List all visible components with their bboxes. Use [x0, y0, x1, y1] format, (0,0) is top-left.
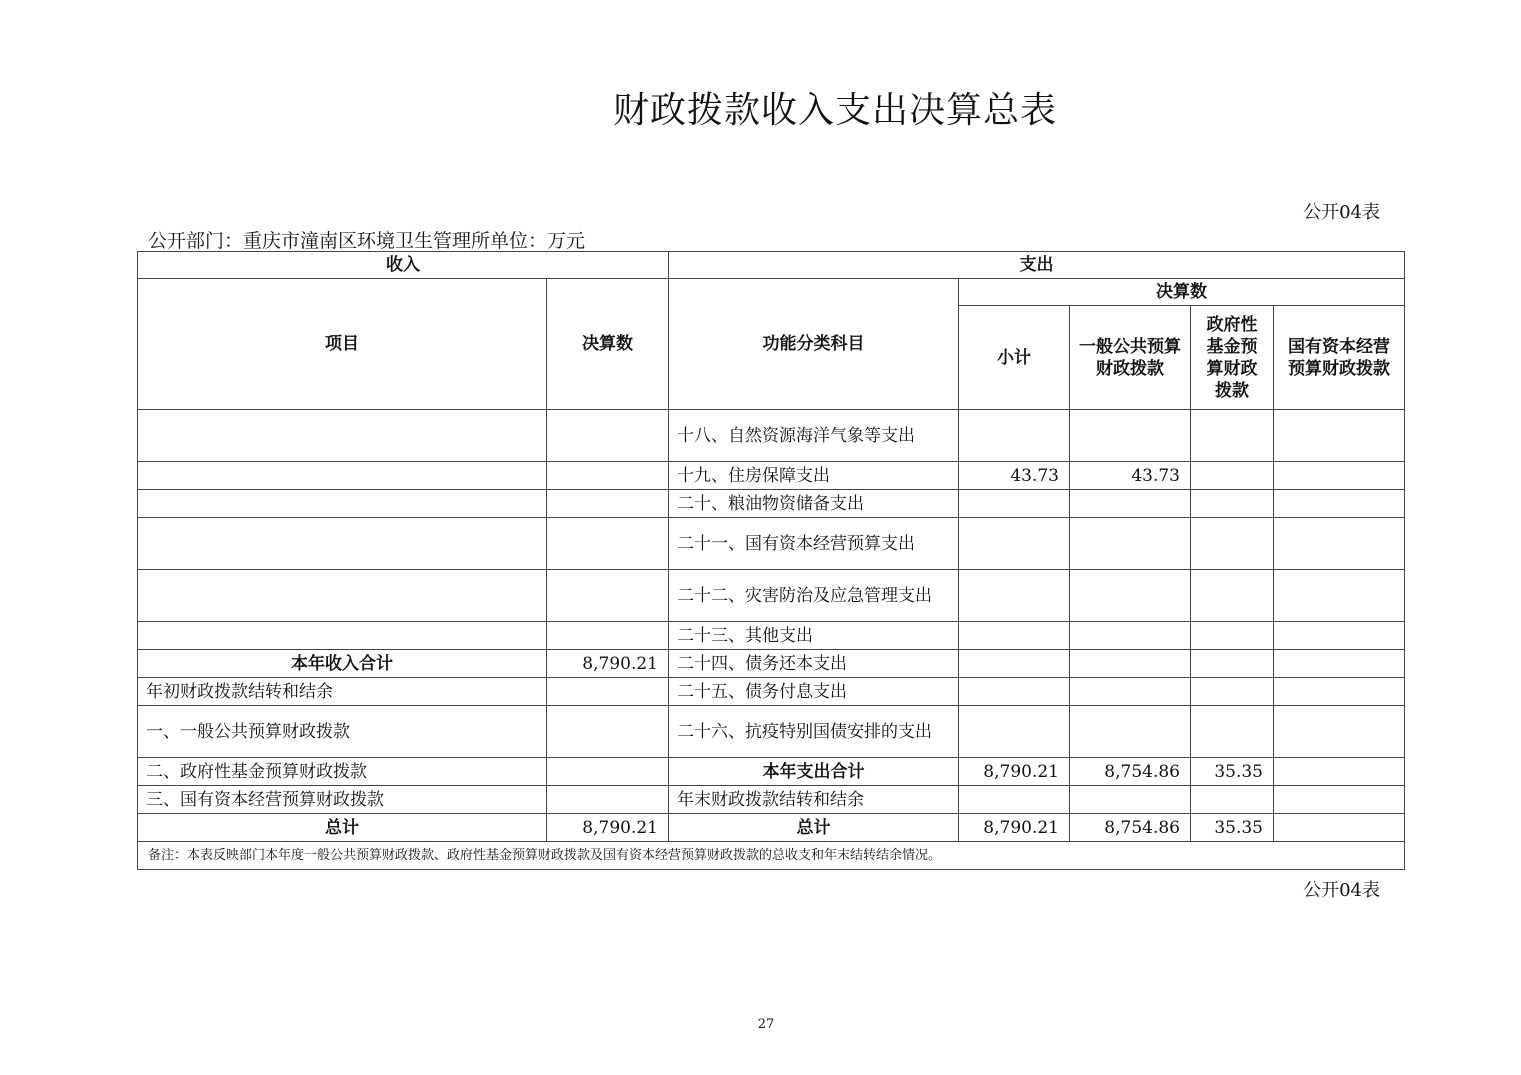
- income-header: 收入: [138, 252, 669, 279]
- subtotal-cell: 43.73: [959, 462, 1070, 490]
- table-row: [138, 490, 1405, 518]
- income-amount-cell: [547, 518, 669, 570]
- income-item-cell: 二、政府性基金预算财政拨款: [138, 758, 547, 786]
- fund-cell: [1191, 410, 1274, 462]
- state-capital-cell: [1274, 706, 1405, 758]
- expense-item-cell: 二十、粮油物资储备支出: [669, 490, 959, 518]
- income-item-cell: [138, 462, 547, 490]
- fund-cell: [1191, 462, 1274, 490]
- state-capital-header: 国有资本经营预算财政拨款: [1274, 306, 1405, 410]
- expense-item-cell: 二十四、债务还本支出: [669, 650, 959, 678]
- income-amount-cell: [547, 490, 669, 518]
- table-row: [138, 786, 1405, 814]
- income-item-cell: [138, 410, 547, 462]
- general-cell: [1070, 678, 1191, 706]
- income-item-cell: 一、一般公共预算财政拨款: [138, 706, 547, 758]
- state-capital-cell: [1274, 650, 1405, 678]
- general-cell: 8,754.86: [1070, 814, 1191, 842]
- final-amount-header: 决算数: [959, 279, 1405, 306]
- item-header: 项目: [138, 279, 547, 410]
- table-row: [138, 622, 1405, 650]
- form-code-top: 公开04表: [1303, 202, 1380, 223]
- expense-item-cell: 十八、自然资源海洋气象等支出: [669, 410, 959, 462]
- table-row: [138, 758, 1405, 786]
- income-item-cell: 三、国有资本经营预算财政拨款: [138, 786, 547, 814]
- fund-cell: [1191, 622, 1274, 650]
- general-cell: 8,754.86: [1070, 758, 1191, 786]
- fund-cell: [1191, 518, 1274, 570]
- income-amount-cell: [547, 570, 669, 622]
- income-amount-cell: 8,790.21: [547, 650, 669, 678]
- department-unit-line: 公开部门：重庆市潼南区环境卫生管理所单位：万元: [148, 230, 586, 252]
- expense-item-cell: 年末财政拨款结转和结余: [669, 786, 959, 814]
- page-title: 财政拨款收入支出决算总表: [612, 90, 1057, 131]
- general-cell: [1070, 410, 1191, 462]
- expense-header: 支出: [669, 252, 1405, 279]
- general-cell: [1070, 706, 1191, 758]
- subtotal-cell: [959, 490, 1070, 518]
- table-row: [138, 518, 1405, 570]
- state-capital-cell: [1274, 490, 1405, 518]
- fund-cell: [1191, 678, 1274, 706]
- income-item-cell: [138, 570, 547, 622]
- table-row: [138, 706, 1405, 758]
- table-row: [138, 814, 1405, 842]
- expense-item-cell: 二十六、抗疫特别国债安排的支出: [669, 706, 959, 758]
- income-item-cell: [138, 622, 547, 650]
- state-capital-cell: [1274, 410, 1405, 462]
- subtotal-cell: [959, 650, 1070, 678]
- fund-cell: [1191, 490, 1274, 518]
- fund-cell: [1191, 570, 1274, 622]
- income-amount-cell: [547, 706, 669, 758]
- subtotal-cell: [959, 410, 1070, 462]
- form-code-bottom: 公开04表: [1303, 880, 1380, 901]
- table-row: [138, 650, 1405, 678]
- income-amount-cell: [547, 622, 669, 650]
- income-amount-cell: [547, 410, 669, 462]
- income-amount-cell: [547, 786, 669, 814]
- income-item-cell: [138, 518, 547, 570]
- general-cell: [1070, 490, 1191, 518]
- general-cell: [1070, 786, 1191, 814]
- subtotal-cell: [959, 622, 1070, 650]
- income-amount-cell: [547, 462, 669, 490]
- subtotal-cell: 8,790.21: [959, 814, 1070, 842]
- page-number: 27: [757, 1017, 775, 1032]
- appropriation-summary-table: [137, 251, 1405, 870]
- expense-item-cell: 二十三、其他支出: [669, 622, 959, 650]
- subtotal-cell: [959, 570, 1070, 622]
- subtotal-header: 小计: [959, 306, 1070, 410]
- expense-item-cell: 二十五、债务付息支出: [669, 678, 959, 706]
- expense-item-cell: 二十二、灾害防治及应急管理支出: [669, 570, 959, 622]
- fund-cell: 35.35: [1191, 814, 1274, 842]
- income-amount-cell: [547, 678, 669, 706]
- general-budget-header: 一般公共预算财政拨款: [1070, 306, 1191, 410]
- subtotal-cell: [959, 786, 1070, 814]
- state-capital-cell: [1274, 622, 1405, 650]
- header-row-2: [138, 279, 1405, 306]
- state-capital-cell: [1274, 758, 1405, 786]
- header-row-1: [138, 252, 1405, 279]
- expense-item-cell: 十九、住房保障支出: [669, 462, 959, 490]
- table-row: [138, 678, 1405, 706]
- note-row: [138, 842, 1405, 870]
- subtotal-cell: [959, 518, 1070, 570]
- fund-cell: [1191, 706, 1274, 758]
- income-amount-cell: 8,790.21: [547, 814, 669, 842]
- amount-header: 决算数: [547, 279, 669, 410]
- subtotal-cell: 8,790.21: [959, 758, 1070, 786]
- state-capital-cell: [1274, 518, 1405, 570]
- table-row: [138, 462, 1405, 490]
- state-capital-cell: [1274, 814, 1405, 842]
- expense-item-cell: 总计: [669, 814, 959, 842]
- expense-item-cell: 本年支出合计: [669, 758, 959, 786]
- income-amount-cell: [547, 758, 669, 786]
- general-cell: [1070, 518, 1191, 570]
- state-capital-cell: [1274, 570, 1405, 622]
- income-item-cell: 总计: [138, 814, 547, 842]
- table-note: 备注：本表反映部门本年度一般公共预算财政拨款、政府性基金预算财政拨款及国有资本经营预算财政拨款的总收支和年末结转结余情况。: [138, 842, 1405, 870]
- income-item-cell: [138, 490, 547, 518]
- table-row: [138, 410, 1405, 462]
- subtotal-cell: [959, 706, 1070, 758]
- income-item-cell: 本年收入合计: [138, 650, 547, 678]
- expense-item-cell: 二十一、国有资本经营预算支出: [669, 518, 959, 570]
- general-cell: 43.73: [1070, 462, 1191, 490]
- state-capital-cell: [1274, 786, 1405, 814]
- table-row: [138, 570, 1405, 622]
- fund-budget-header: 政府性基金预算财政拨款: [1191, 306, 1274, 410]
- state-capital-cell: [1274, 462, 1405, 490]
- function-category-header: 功能分类科目: [669, 279, 959, 410]
- general-cell: [1070, 650, 1191, 678]
- state-capital-cell: [1274, 678, 1405, 706]
- general-cell: [1070, 570, 1191, 622]
- fund-cell: [1191, 650, 1274, 678]
- general-cell: [1070, 622, 1191, 650]
- subtotal-cell: [959, 678, 1070, 706]
- fund-cell: 35.35: [1191, 758, 1274, 786]
- income-item-cell: 年初财政拨款结转和结余: [138, 678, 547, 706]
- fund-cell: [1191, 786, 1274, 814]
